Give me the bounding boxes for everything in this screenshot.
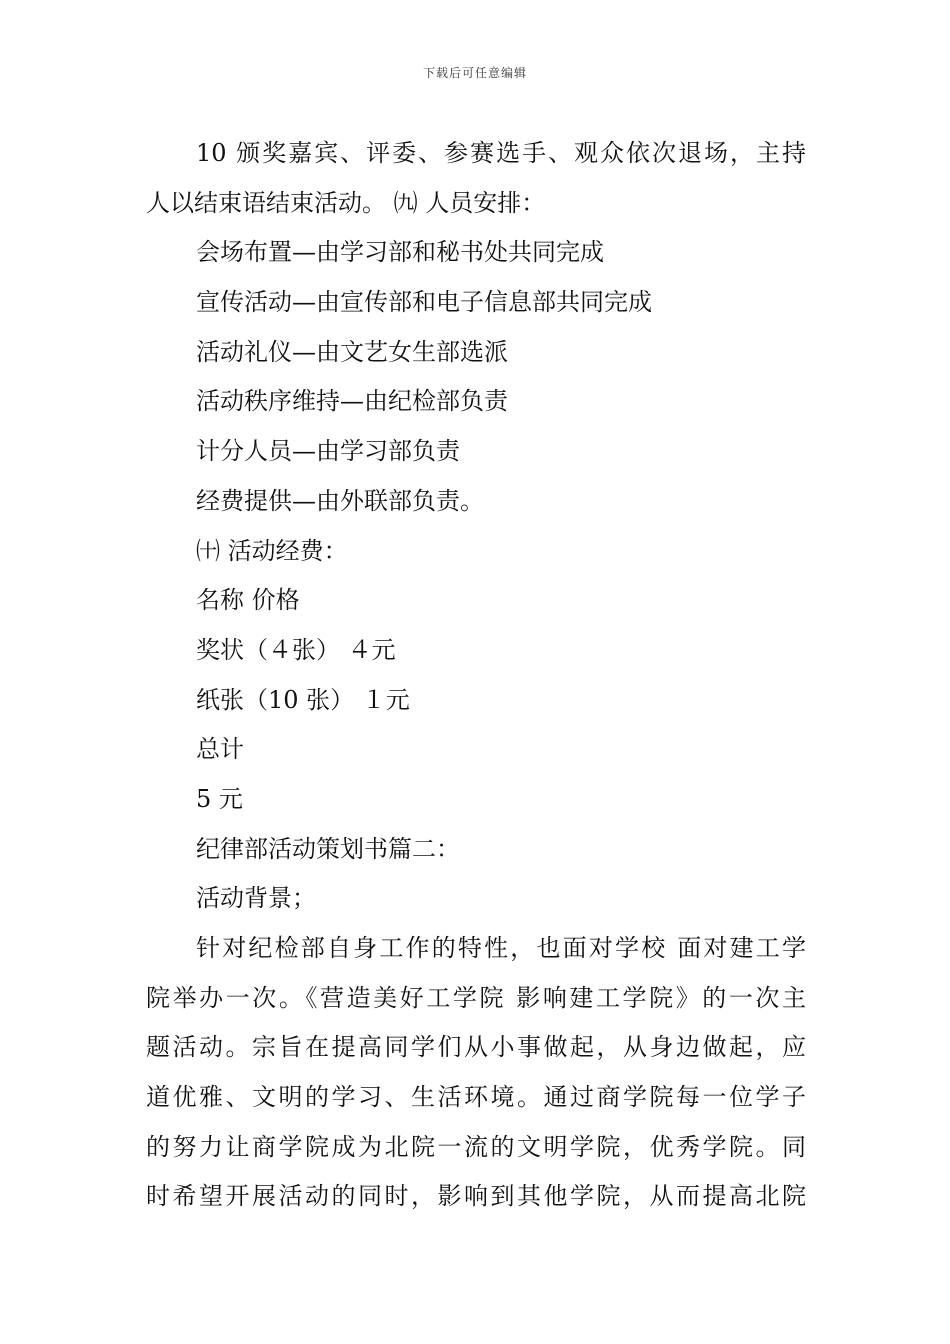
budget-header: 名称 价格 (196, 586, 300, 615)
staff-item-venue: 会场布置—由学习部和秘书处共同完成 (196, 238, 604, 267)
budget-total-value: 5 元 (196, 784, 243, 813)
staff-item-etiquette: 活动礼仪—由文艺女生部选派 (196, 337, 508, 366)
budget-item-certificates: 奖状（４张） ４元 (196, 635, 396, 664)
staff-item-scoring: 计分人员—由学习部负责 (196, 437, 460, 466)
staff-item-order: 活动秩序维持—由纪检部负责 (196, 387, 508, 416)
section-heading-part-two: 纪律部活动策划书篇二： (196, 834, 460, 863)
paragraph-line-1: 10 颁奖嘉宾、评委、参赛选手、观众依次退场，主持 (196, 139, 806, 167)
paragraph-line-background-3: 题活动。宗旨在提高同学们从小事做起，从身边做起，应 (146, 1033, 806, 1062)
staff-item-funding: 经费提供—由外联部负责。 (196, 486, 484, 515)
staff-item-publicity: 宣传活动—由宣传部和电子信息部共同完成 (196, 288, 652, 317)
paragraph-line-background-1: 针对纪检部自身工作的特性，也面对学校 面对建工学 (196, 934, 806, 962)
paragraph-line-background-6: 时希望开展活动的同时，影响到其他学院，从而提高北院 (146, 1182, 806, 1211)
paragraph-line-background-4: 道优雅、文明的学习、生活环境。通过商学院每一位学子 (146, 1083, 806, 1112)
section-heading-background: 活动背景； (196, 884, 316, 913)
page-header: 下载后可任意编辑 (422, 66, 527, 80)
budget-total-label: 总计 (196, 735, 244, 764)
paragraph-line-background-2: 院举办一次。《营造美好工学院 影响建工学院》的一次主 (146, 983, 806, 1012)
section-heading-budget: ㈩ 活动经费： (196, 536, 348, 565)
document-body (146, 129, 806, 1222)
paragraph-line-2: 人以结束语结束活动。 ㈨ 人员安排： (146, 188, 546, 217)
budget-item-paper: 纸张（10 张） １元 (196, 685, 410, 714)
paragraph-line-background-5: 的努力让商学院成为北院一流的文明学院，优秀学院。同 (146, 1132, 806, 1161)
